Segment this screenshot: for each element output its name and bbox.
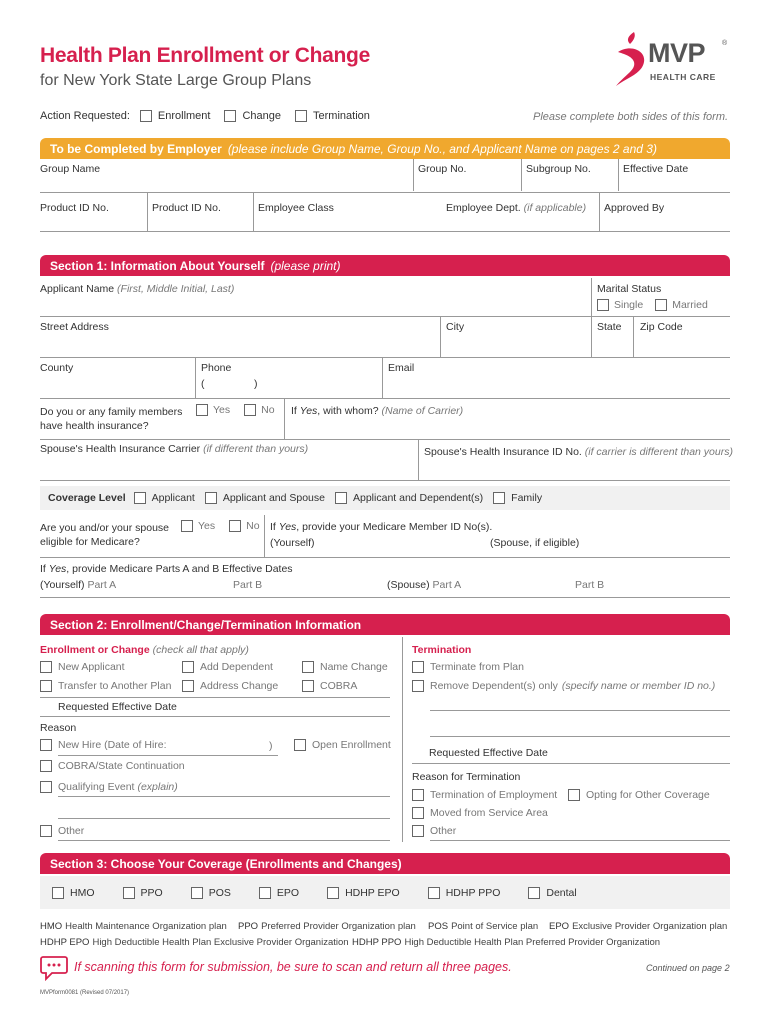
hdhp-ppo-checkbox[interactable] [428, 887, 440, 899]
medicare-yes-label: Yes [198, 520, 216, 532]
family-insurance-options [196, 404, 275, 416]
coverage-applicant-checkbox[interactable] [134, 492, 146, 504]
medicare-if-yes: Yes [278, 521, 297, 533]
form-subtitle: for New York State Large Group Plans [40, 72, 312, 89]
hmo-checkbox[interactable] [52, 887, 64, 899]
single-checkbox[interactable] [597, 299, 609, 311]
enrollment-label: Enrollment [157, 110, 211, 122]
coverage-applicant-dependents-checkbox[interactable] [335, 492, 347, 504]
legend-hmo-desc: Health Maintenance Organization plan [65, 921, 227, 932]
section1-banner [40, 255, 730, 276]
phone-label: Phone [201, 362, 232, 374]
parts-yourself-part-a: Part A [87, 579, 117, 591]
enrollment-checkbox[interactable] [140, 110, 152, 122]
open-enrollment-checkbox[interactable] [294, 739, 306, 751]
parts-pre: If [40, 563, 46, 575]
spouse-id-label [424, 446, 733, 458]
transfer-checkbox[interactable] [40, 680, 52, 692]
coverage-family-checkbox[interactable] [493, 492, 505, 504]
county-label: County [40, 362, 74, 374]
ppo-label: PPO [140, 886, 163, 899]
cobra-state-option [40, 760, 185, 772]
medicare-parts-label [40, 563, 293, 575]
termination-checkbox[interactable] [295, 110, 307, 122]
other-checkbox[interactable] [40, 825, 52, 837]
legend-ppo-abbr: PPO [238, 921, 259, 932]
medicare-yes-checkbox[interactable] [181, 520, 193, 532]
medicare-no-checkbox[interactable] [229, 520, 241, 532]
reason-label: Reason [40, 722, 77, 734]
section2-title: Section 2: Enrollment/Change/Termination Information [50, 617, 362, 632]
medicare-question [40, 521, 169, 549]
epo-checkbox[interactable] [259, 887, 271, 899]
if-yes-with-whom-label [291, 405, 463, 417]
add-dependent-checkbox[interactable] [182, 661, 194, 673]
moved-checkbox[interactable] [412, 807, 424, 819]
moved-option [412, 807, 548, 819]
change-label: Change [242, 110, 282, 122]
applicant-name-label [40, 283, 234, 295]
remove-dependents-note: (specify name or member ID no.) [561, 680, 716, 692]
new-hire-label: New Hire (Date of Hire: [58, 739, 167, 751]
moved-label: Moved from Service Area [430, 807, 548, 819]
term-requested-effective-date-label: Requested Effective Date [429, 747, 548, 759]
parts-yes: Yes [48, 563, 67, 575]
address-change-checkbox[interactable] [182, 680, 194, 692]
medicare-spouse-label: (Spouse, if eligible) [490, 537, 580, 549]
legend-epo [549, 921, 727, 932]
effective-date-label: Effective Date [623, 163, 689, 175]
coverage-family-label: Family [511, 492, 543, 504]
employee-dept-note: (if applicable) [523, 202, 587, 214]
new-applicant-checkbox[interactable] [40, 661, 52, 673]
medicare-q1: Are you and/or your spouse [40, 522, 169, 534]
medicare-if-rest: , provide your Medicare Member ID No(s). [296, 521, 493, 533]
logo-subtext: HEALTH CARE [650, 72, 716, 82]
requested-effective-date-label: Requested Effective Date [58, 701, 177, 713]
spouse-carrier-text: Spouse's Health Insurance Carrier [40, 443, 201, 455]
termination-employment-checkbox[interactable] [412, 789, 424, 801]
remove-dependents-label: Remove Dependent(s) only [430, 680, 558, 692]
new-hire-close-paren: ) [269, 740, 273, 752]
zip-label: Zip Code [640, 321, 683, 333]
legend-epo-abbr: EPO [549, 921, 570, 932]
legend-hdhp-epo [40, 937, 349, 948]
if-yes-yes: Yes [299, 405, 318, 417]
cobra-option [302, 680, 357, 692]
pos-checkbox[interactable] [191, 887, 203, 899]
legend-hdhp-ppo-desc: High Deductible Health Plan Preferred Provider Organization [404, 937, 661, 948]
opting-other-label: Opting for Other Coverage [586, 789, 710, 801]
family-insurance-q2: have health insurance? [40, 420, 149, 432]
employer-banner [40, 138, 730, 159]
remove-dependents-option [412, 680, 715, 692]
qualifying-event-option [40, 781, 178, 793]
medicare-no-label: No [246, 520, 260, 532]
qualifying-event-checkbox[interactable] [40, 781, 52, 793]
employee-class-label: Employee Class [258, 202, 334, 214]
new-hire-option [40, 739, 167, 751]
coverage-applicant-spouse-label: Applicant and Spouse [222, 492, 325, 504]
form-title: Health Plan Enrollment or Change [40, 44, 370, 67]
parts-spouse: (Spouse) [387, 579, 430, 591]
term-other-option [412, 825, 456, 837]
product-id-label-1: Product ID No. [40, 202, 109, 214]
form-id: MVPform0081 (Revised 07/2017) [40, 990, 130, 996]
single-label: Single [614, 299, 644, 311]
product-id-label-2: Product ID No. [152, 202, 221, 214]
carrier-note: (Name of Carrier) [381, 405, 464, 417]
spouse-id-note: (if carrier is different than yours) [584, 446, 733, 458]
parts-spouse-row [387, 579, 461, 591]
legend-hmo-abbr: HMO [40, 921, 63, 932]
continued-note: Continued on page 2 [646, 963, 730, 973]
hdhp-ppo-label: HDHP PPO [445, 886, 501, 899]
address-change-option [182, 680, 278, 692]
cobra-checkbox[interactable] [302, 680, 314, 692]
pos-label: POS [208, 886, 231, 899]
coverage-applicant-dependents-label: Applicant and Dependent(s) [353, 492, 484, 504]
legend-hmo [40, 921, 227, 932]
opting-other-option [568, 789, 710, 801]
coverage-applicant-spouse-checkbox[interactable] [205, 492, 217, 504]
family-ins-yes-checkbox[interactable] [196, 404, 208, 416]
epo-label: EPO [276, 886, 300, 899]
enroll-change-note: (check all that apply) [152, 644, 249, 656]
section2-banner [40, 614, 730, 635]
applicant-name-text: Applicant Name [40, 283, 115, 295]
employer-banner-title: To be Completed by Employer [50, 141, 222, 156]
term-other-label: Other [430, 825, 457, 837]
parts-yourself: (Yourself) [40, 579, 85, 591]
coverage-applicant-label: Applicant [151, 492, 195, 504]
marital-status-label: Marital Status [597, 283, 662, 295]
section1-title: Section 1: Information About Yourself [50, 258, 265, 273]
legend-hdhp-epo-abbr: HDHP EPO [40, 937, 90, 948]
group-name-label: Group Name [40, 163, 101, 175]
mvp-logo [612, 30, 737, 90]
medicare-if-pre: If [270, 521, 276, 533]
parts-yourself-part-b: Part B [233, 579, 263, 591]
new-applicant-label: New Applicant [58, 661, 125, 673]
complete-both-sides-note: Please complete both sides of this form. [533, 111, 729, 123]
term-other-checkbox[interactable] [412, 825, 424, 837]
employee-dept-label [446, 202, 586, 214]
terminate-plan-option [412, 661, 524, 673]
city-label: City [446, 321, 465, 333]
subgroup-no-label: Subgroup No. [526, 163, 591, 175]
legend-hdhp-ppo [352, 937, 660, 948]
new-applicant-option [40, 661, 125, 673]
termination-heading: Termination [412, 644, 472, 656]
cobra-label: COBRA [320, 680, 358, 692]
termination-label: Termination [313, 110, 370, 122]
section3-title: Section 3: Choose Your Coverage (Enrollments and Changes) [50, 856, 402, 871]
phone-paren-open: ( [201, 378, 205, 390]
terminate-plan-checkbox[interactable] [412, 661, 424, 673]
legend-ppo-desc: Preferred Provider Organization plan [261, 921, 416, 932]
married-label: Married [672, 299, 708, 311]
legend-hdhp-epo-desc: High Deductible Health Plan Exclusive Provider Organization [92, 937, 349, 948]
action-requested-row [40, 110, 370, 122]
spouse-carrier-note: (if different than yours) [203, 443, 309, 455]
termination-employment-option [412, 789, 557, 801]
legend-hdhp-ppo-abbr: HDHP PPO [352, 937, 402, 948]
family-insurance-question [40, 405, 182, 433]
chat-bubble-icon [40, 955, 68, 981]
if-yes-pre: If [291, 405, 297, 417]
terminate-plan-label: Terminate from Plan [430, 661, 524, 673]
employer-banner-note: (please include Group Name, Group No., and Applicant Name on pages 2 and 3) [227, 141, 657, 156]
coverage-level-label: Coverage Level [48, 492, 126, 504]
state-label: State [597, 321, 622, 333]
new-hire-checkbox[interactable] [40, 739, 52, 751]
applicant-name-note: (First, Middle Initial, Last) [117, 283, 235, 295]
marital-status-options [597, 299, 708, 311]
hmo-label: HMO [70, 886, 95, 899]
parts-spouse-part-b: Part B [575, 579, 605, 591]
add-dependent-label: Add Dependent [200, 661, 273, 673]
medicare-id-label [270, 521, 492, 533]
logo-text: MVP [648, 38, 706, 68]
cobra-state-checkbox[interactable] [40, 760, 52, 772]
medicare-options [181, 520, 260, 532]
parts-rest: , provide Medicare Parts A and B Effective Dates [66, 563, 293, 575]
cobra-state-label: COBRA/State Continuation [58, 760, 185, 772]
opting-other-checkbox[interactable] [568, 789, 580, 801]
family-ins-no-checkbox[interactable] [244, 404, 256, 416]
dental-label: Dental [546, 886, 577, 899]
open-enrollment-label: Open Enrollment [312, 739, 391, 751]
qualifying-event-label: Qualifying Event [58, 781, 135, 793]
scan-note: If scanning this form for submission, be sure to scan and return all three pages. [74, 960, 512, 974]
hdhp-epo-checkbox[interactable] [327, 887, 339, 899]
approved-by-label: Approved By [604, 202, 665, 214]
name-change-option [302, 661, 388, 673]
parts-spouse-part-a: Part A [432, 579, 462, 591]
family-ins-yes-label: Yes [213, 404, 231, 416]
family-insurance-q1: Do you or any family members [40, 406, 183, 418]
legend-ppo [238, 921, 416, 932]
action-requested-label: Action Requested: [40, 110, 130, 122]
legend-pos-desc: Point of Service plan [451, 921, 539, 932]
medicare-q2: eligible for Medicare? [40, 536, 140, 548]
if-yes-with-whom-text: , with whom? [317, 405, 379, 417]
section3-banner [40, 853, 730, 874]
transfer-label: Transfer to Another Plan [58, 680, 172, 692]
dental-checkbox[interactable] [528, 887, 540, 899]
enroll-change-heading [40, 644, 249, 656]
ppo-checkbox[interactable] [123, 887, 135, 899]
coverage-choice-row [40, 876, 730, 909]
street-address-label: Street Address [40, 321, 109, 333]
legend-epo-desc: Exclusive Provider Organization plan [572, 921, 728, 932]
add-dependent-option [182, 661, 273, 673]
qualifying-event-note: (explain) [137, 781, 178, 793]
change-checkbox[interactable] [224, 110, 236, 122]
name-change-checkbox[interactable] [302, 661, 314, 673]
name-change-label: Name Change [320, 661, 388, 673]
coverage-level-row [40, 486, 730, 510]
termination-employment-label: Termination of Employment [430, 789, 558, 801]
group-no-label: Group No. [418, 163, 467, 175]
open-enrollment-option [294, 739, 391, 751]
hdhp-epo-label: HDHP EPO [345, 886, 400, 899]
email-label: Email [388, 362, 415, 374]
phone-paren-close: ) [254, 378, 258, 390]
spouse-id-text: Spouse's Health Insurance ID No. [424, 446, 582, 458]
reason-for-termination-label: Reason for Termination [412, 771, 521, 783]
other-label: Other [58, 825, 85, 837]
remove-dependents-checkbox[interactable] [412, 680, 424, 692]
legend-pos-abbr: POS [428, 921, 449, 932]
legend-pos [428, 921, 538, 932]
other-option [40, 825, 84, 837]
enroll-change-text: Enrollment or Change [40, 644, 150, 656]
family-ins-no-label: No [261, 404, 275, 416]
address-change-label: Address Change [200, 680, 279, 692]
medicare-yourself-label: (Yourself) [270, 537, 315, 549]
logo-registered: ® [722, 40, 728, 47]
mvp-logo-icon [612, 30, 652, 90]
spouse-carrier-label [40, 443, 308, 455]
transfer-option [40, 680, 171, 692]
section1-note: (please print) [270, 258, 341, 273]
parts-yourself-row [40, 579, 116, 591]
employee-dept-text: Employee Dept. [446, 202, 521, 214]
married-checkbox[interactable] [655, 299, 667, 311]
